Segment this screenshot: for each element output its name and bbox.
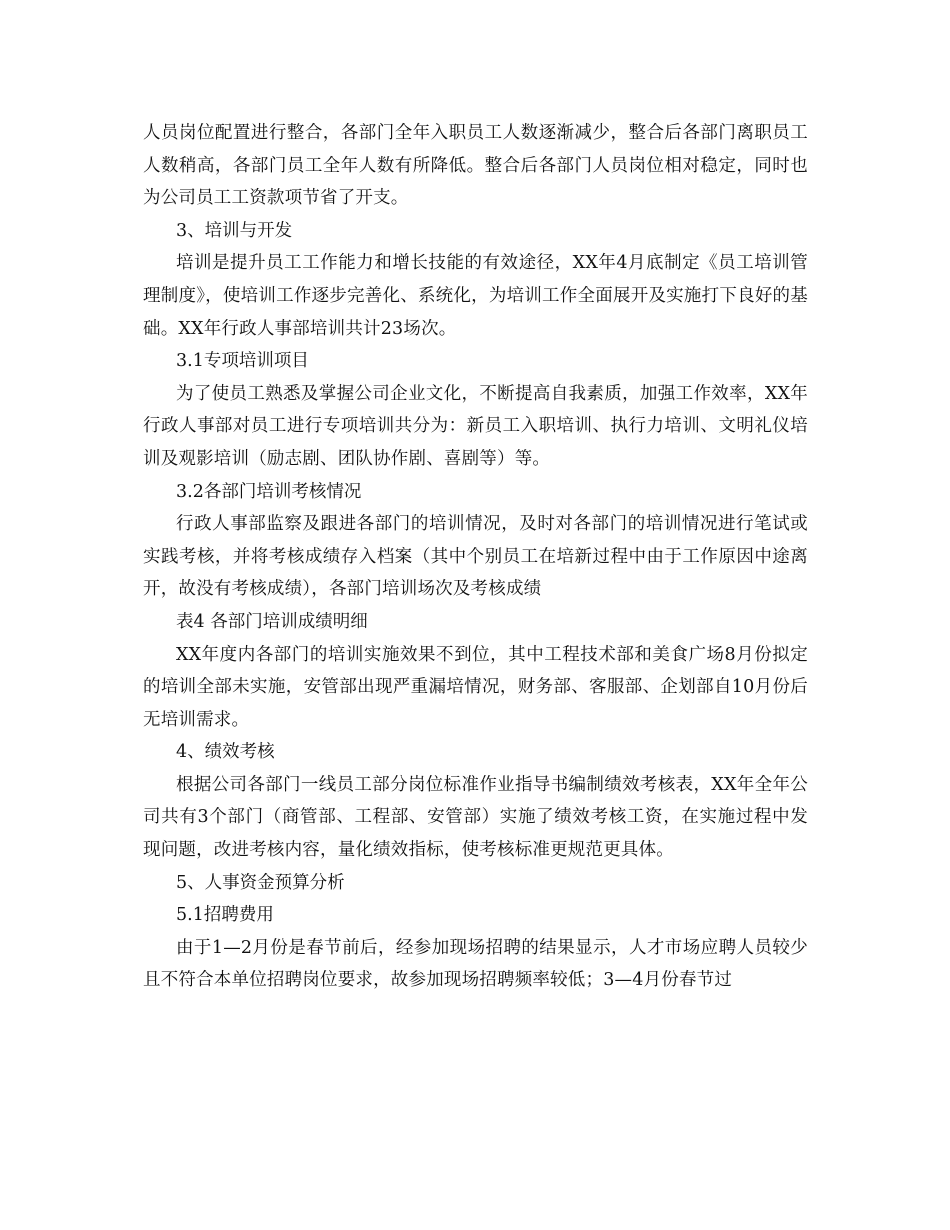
subsection-heading-recruiting-cost: 5.1招聘费用 <box>176 905 274 926</box>
paragraph-staffing-integration: 人员岗位配置进行整合，各部门全年入职员工人数逐渐减少，整合后各部门离职员工人数稍高，各部门员工全年人数有所降低。整合后各部门人员岗位相对稳定，同时也为公司员工工资款项节省了开支。 <box>143 123 808 209</box>
paragraph-performance: 根据公司各部门一线员工部分岗位标准作业指导书编制绩效考核表，XX年全年公司共有3个部门（商管部、工程部、安管部）实施了绩效考核工资，在实施过程中发现问题，改进考核内容，量化绩效指标，使考核标准更规范更具体。 <box>143 774 808 861</box>
paragraph-training-intro: 培训是提升员工工作能力和增长技能的有效途径，XX年4月底制定《员工培训管理制度》，使培训工作逐步完善化、系统化，为培训工作全面展开及实施打下良好的基础。XX年行政人事部培训共计23场次。 <box>143 253 808 339</box>
subsection-heading-special-training: 3.1专项培训项目 <box>176 351 309 372</box>
paragraph-training-effect: XX年度内各部门的培训实施效果不到位，其中工程技术部和美食广场8月份拟定的培训全部未实施，安管部出现严重漏培情况，财务部、客服部、企划部自10月份后无培训需求。 <box>143 644 808 730</box>
section-heading-training: 3、培训与开发 <box>176 220 293 241</box>
section-heading-performance: 4、绩效考核 <box>176 742 275 763</box>
table-caption: 表4 各部门培训成绩明细 <box>176 611 368 632</box>
paragraph-special-training: 为了使员工熟悉及掌握公司企业文化，不断提高自我素质，加强工作效率，XX年行政人事部对员工进行专项培训共分为：新员工入职培训、执行力培训、文明礼仪培训及观影培训（励志剧、团队协作剧、喜剧等）等。 <box>143 383 808 469</box>
document-body <box>143 117 808 997</box>
subsection-heading-training-assessment: 3.2各部门培训考核情况 <box>176 481 362 502</box>
paragraph-recruiting-cost: 由于1—2月份是春节前后，经参加现场招聘的结果显示，人才市场应聘人员较少且不符合本单位招聘岗位要求，故参加现场招聘频率较低；3—4月份春节过 <box>143 937 808 991</box>
paragraph-training-assessment: 行政人事部监察及跟进各部门的培训情况，及时对各部门的培训情况进行笔试或实践考核，并将考核成绩存入档案（其中个别员工在培新过程中由于工作原因中途离开，故没有考核成绩），各部门培训场次及考核成绩 <box>143 514 808 600</box>
section-heading-budget: 5、人事资金预算分析 <box>176 872 345 893</box>
